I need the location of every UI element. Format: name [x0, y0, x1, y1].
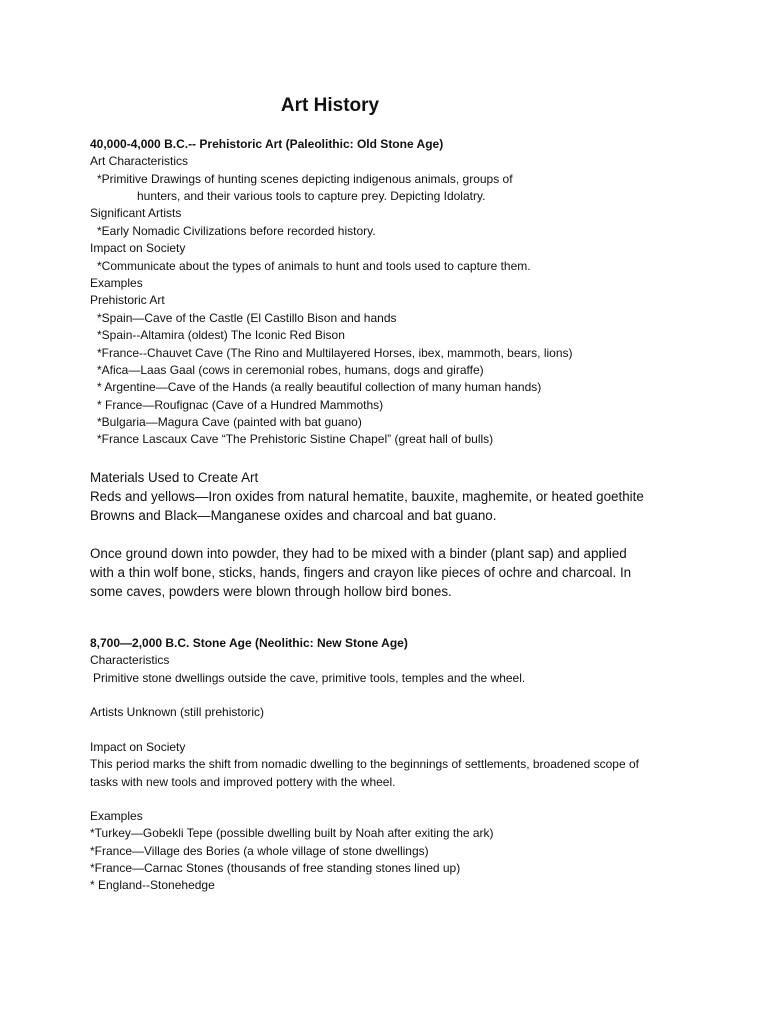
materials-line1: Reds and yellows—Iron oxides from natural hematite, bauxite, maghemite, or heated goethite — [90, 489, 644, 504]
art-characteristics-line2: hunters, and their various tools to capture prey. Depicting Idolatry. — [137, 189, 486, 203]
art-characteristics-label: Art Characteristics — [90, 154, 189, 168]
section2-example-item: *Turkey—Gobekli Tepe (possible dwelling built by Noah after exiting the ark) — [90, 826, 494, 840]
example-item: * France—Roufignac (Cave of a Hundred Mammoths) — [97, 398, 384, 412]
impact-text: *Communicate about the types of animals to hunt and tools used to capture them. — [97, 259, 531, 273]
materials-heading: Materials Used to Create Art — [90, 470, 259, 485]
materials-paragraph-line1: Once ground down into powder, they had to be mixed with a binder (plant sap) and applied — [90, 546, 627, 561]
example-item: *Afica—Laas Gaal (cows in ceremonial robes, humans, dogs and giraffe) — [97, 363, 484, 377]
section2-examples-label: Examples — [90, 809, 143, 823]
significant-artists-text: *Early Nomadic Civilizations before recorded history. — [97, 224, 376, 238]
section2-heading: 8,700—2,000 B.C. Stone Age (Neolithic: New Stone Age) — [90, 636, 408, 650]
examples-label: Examples — [90, 276, 143, 290]
section2-impact-line2: tasks with new tools and improved pottery with the wheel. — [90, 775, 396, 789]
significant-artists-label: Significant Artists — [90, 206, 182, 220]
example-item: *France Lascaux Cave “The Prehistoric Sistine Chapel” (great hall of bulls) — [97, 432, 494, 446]
section2-example-item: *France—Village des Bories (a whole village of stone dwellings) — [90, 844, 429, 858]
art-characteristics-line1: *Primitive Drawings of hunting scenes depicting indigenous animals, groups of — [97, 172, 513, 186]
example-item: *Spain—Cave of the Castle (El Castillo Bison and hands — [97, 311, 397, 325]
example-item: *France--Chauvet Cave (The Rino and Multilayered Horses, ibex, mammoth, bears, lions) — [97, 346, 573, 360]
characteristics-label: Characteristics — [90, 653, 170, 667]
example-item: *Bulgaria—Magura Cave (painted with bat guano) — [97, 415, 362, 429]
example-item: *Spain--Altamira (oldest) The Iconic Red Bison — [97, 328, 345, 342]
characteristics-text: Primitive stone dwellings outside the cave, primitive tools, temples and the wheel. — [93, 671, 526, 685]
artists-unknown-text: Artists Unknown (still prehistoric) — [90, 705, 265, 719]
section1-heading: 40,000-4,000 B.C.-- Prehistoric Art (Paleolithic: Old Stone Age) — [90, 137, 444, 151]
section2-example-item: * England--Stonehedge — [90, 878, 215, 892]
materials-line2: Browns and Black—Manganese oxides and charcoal and bat guano. — [90, 508, 497, 523]
section2-impact-line1: This period marks the shift from nomadic dwelling to the beginnings of settlements, broadened scope of — [90, 757, 639, 771]
section2-impact-label: Impact on Society — [90, 740, 186, 754]
section2-example-item: *France—Carnac Stones (thousands of free standing stones lined up) — [90, 861, 461, 875]
example-item: * Argentine—Cave of the Hands (a really beautiful collection of many human hands) — [97, 380, 542, 394]
materials-paragraph-line3: some caves, powders were blown through hollow bird bones. — [90, 584, 452, 599]
prehistoric-art-label: Prehistoric Art — [90, 293, 165, 307]
impact-label: Impact on Society — [90, 241, 186, 255]
page-title: Art History — [280, 95, 380, 116]
materials-paragraph-line2: with a thin wolf bone, sticks, hands, fingers and crayon like pieces of ochre and charcoal. In — [90, 565, 632, 580]
